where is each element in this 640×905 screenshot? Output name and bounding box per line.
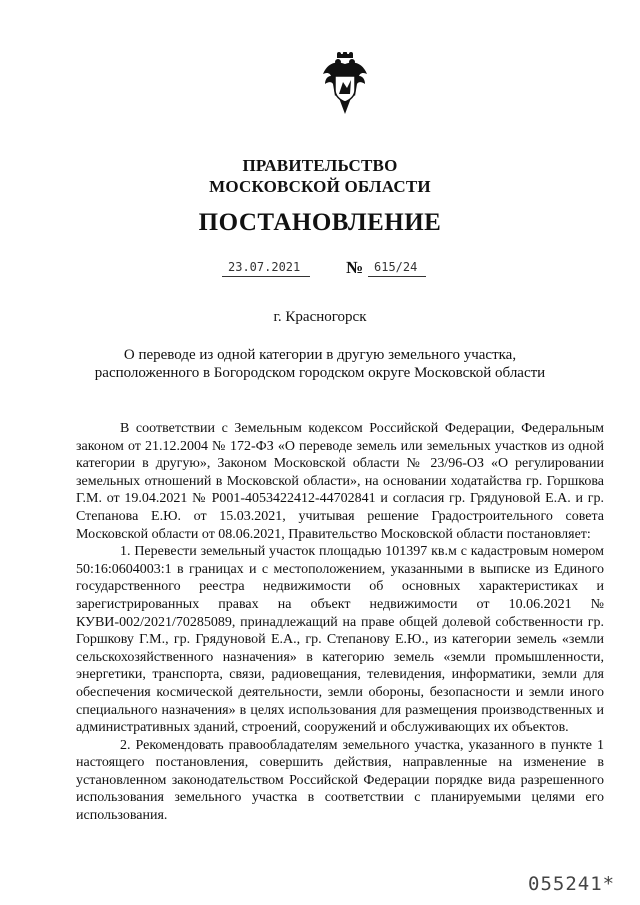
date-number-row <box>222 258 422 280</box>
document-body <box>76 420 604 825</box>
coat-of-arms-icon <box>321 52 369 122</box>
org-name-line1: ПРАВИТЕЛЬСТВО <box>242 156 398 175</box>
body-paragraph-2: 2. Рекомендовать правообладателям земельного участка, указанного в пункте 1 настоящего постановления, совершить действия, направленные на изменение в установленном законодательством Российской Федерации порядке вида разрешенного использования земельного участка в соответствии с планируемыми целями его использования. <box>76 737 604 824</box>
org-name-line2: МОСКОВСКОЙ ОБЛАСТИ <box>209 177 431 196</box>
city: г. Красногорск <box>273 309 367 325</box>
subject-line1: О переводе из одной категории в другую земельного участка, <box>123 347 517 363</box>
body-paragraph-preamble: В соответствии с Земельным кодексом Российской Федерации, Федеральным законом от 21.12.2004 № 172-ФЗ «О переводе земель или земельных участков из одной категории в другую», Законом Московской области № 23/96-ОЗ «О регулировании земельных отношений в Московской области», на основании ходатайства гр. Горшкова Г.М. от 19.04.2021 № Р001-4053422412-44702841 и согласия гр. Грядуновой Е.А. и гр. Степанова Е.Ю. от 15.03.2021, учитывая решение Градостроительного совета Московской области от 08.06.2021, Правительство Московской области постановляет: <box>76 421 604 542</box>
serial-stamp: 055241* <box>528 873 616 895</box>
date-underline <box>222 276 310 277</box>
document-type: ПОСТАНОВЛЕНИЕ <box>198 209 442 236</box>
subject-line2: расположенного в Богородском городском округе Московской области <box>94 365 546 381</box>
document-date: 23.07.2021 <box>228 260 301 274</box>
document-subject <box>0 346 640 382</box>
document-number: 615/24 <box>374 260 418 274</box>
number-underline <box>368 276 426 277</box>
body-paragraph-1: 1. Перевести земельный участок площадью 101397 кв.м с кадастровым номером 50:16:0604003:1 в границах и с местоположением, указанными в выписке из Единого государственного реестра недвижимости об основных характеристиках и зарегистрированных правах на объект недвижимости от 10.06.2021 № КУВИ-002/2021/70285089, принадлежащий на праве общей долевой собственности гр. Горшкову Г.М., гр. Грядуновой Е.А., гр. Степанову Е.Ю., из категории земель «земли сельскохозяйственного назначения» в категорию земель «земли промышленности, энергетики, транспорта, связи, радиовещания, телевидения, информатики, земли для обеспечения космической деятельности, земли обороны, безопасности и земли иного специального назначения» в целях использования для размещения производственных и административных зданий, строений, сооружений и обслуживающих их объектов. <box>76 544 604 736</box>
number-sign: № <box>346 258 364 277</box>
